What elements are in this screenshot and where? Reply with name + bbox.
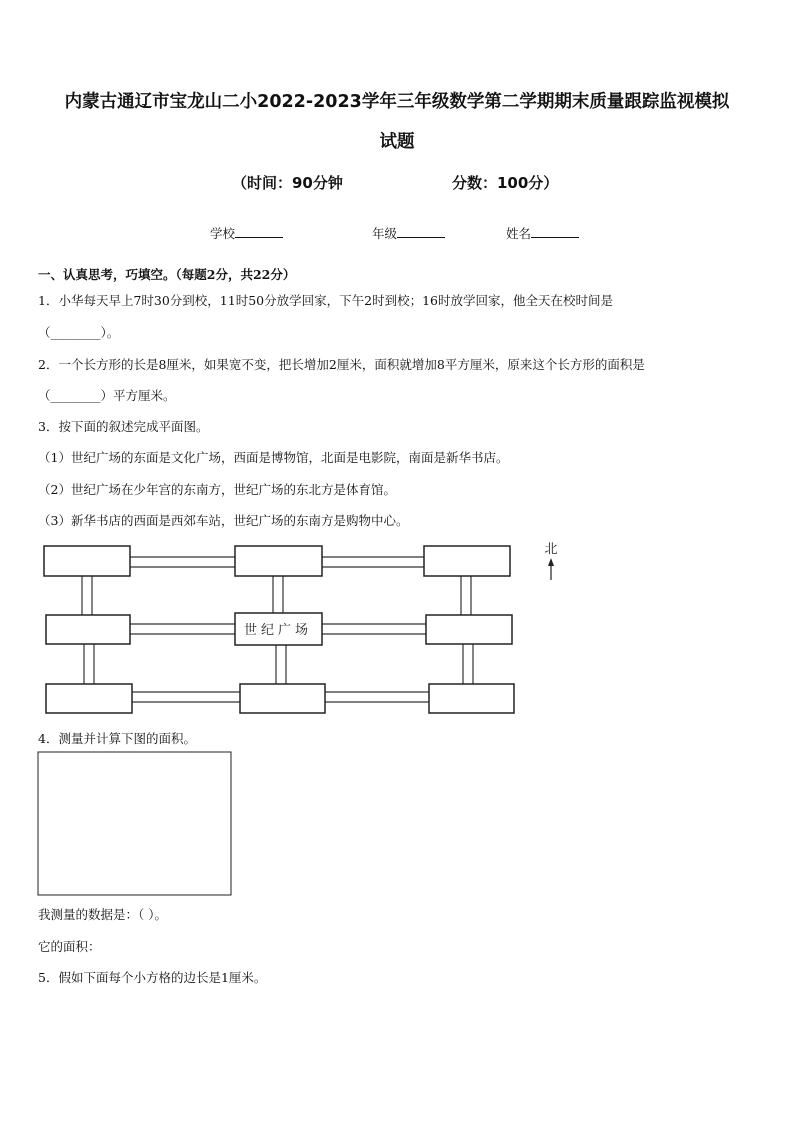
exam-score: 分数：100分） [452,174,559,192]
question-4: 4．测量并计算下图的面积。 [38,731,196,746]
measure-rectangle [38,752,231,895]
grade-label: 年级 [372,226,398,241]
north-arrow-icon [548,558,554,580]
map-box-middle-right[interactable] [426,615,512,644]
question-2-line-1: 2．一个长方形的长是8厘米，如果宽不变，把长增加2厘米，面积就增加8平方厘米，原来这个长方形的面积是 [38,357,645,372]
map-box-bottom-center[interactable] [240,684,325,713]
map-center-label: 世纪广场 [243,623,313,638]
question-2-line-2[interactable]: （________）平方厘米。 [38,388,176,403]
title-line-1: 内蒙古通辽市宝龙山二小2022-2023学年三年级数学第二学期期末质量跟踪监视模拟 [64,92,730,112]
map-box-top-left[interactable] [44,546,130,576]
north-label: 北 [544,542,558,557]
question-1-line-2[interactable]: （________）。 [38,325,120,340]
map-box-bottom-right[interactable] [429,684,514,713]
question-3-item-3: （3）新华书店的西面是西郊车站，世纪广场的东南方是购物中心。 [38,513,409,528]
question-4-area[interactable]: 它的面积： [38,939,101,954]
question-3: 3．按下面的叙述完成平面图。 [38,419,209,434]
question-3-item-1: （1）世纪广场的东面是文化广场，西面是博物馆，北面是电影院，南面是新华书店。 [38,450,509,465]
name-label: 姓名 [506,226,532,241]
question-3-item-2: （2）世纪广场在少年宫的东南方，世纪广场的东北方是体育馆。 [38,482,396,497]
question-1-line-1: 1．小华每天早上7时30分到校，11时50分放学回家，下午2时到校；16时放学回家，他全天在校时间是 [38,293,613,308]
exam-time: （时间：90分钟 [232,174,343,192]
map-box-bottom-left[interactable] [46,684,132,713]
map-box-top-right[interactable] [424,546,510,576]
title-line-2: 试题 [379,132,415,152]
map-box-middle-left[interactable] [46,615,130,644]
school-label: 学校 [210,226,236,241]
question-5: 5．假如下面每个小方格的边长是1厘米。 [38,970,267,985]
section-1-heading: 一、认真思考，巧填空。（每题2分，共22分） [38,267,296,282]
map-box-top-center[interactable] [235,546,322,576]
question-4-measure[interactable]: 我测量的数据是：（ ）。 [38,907,167,922]
